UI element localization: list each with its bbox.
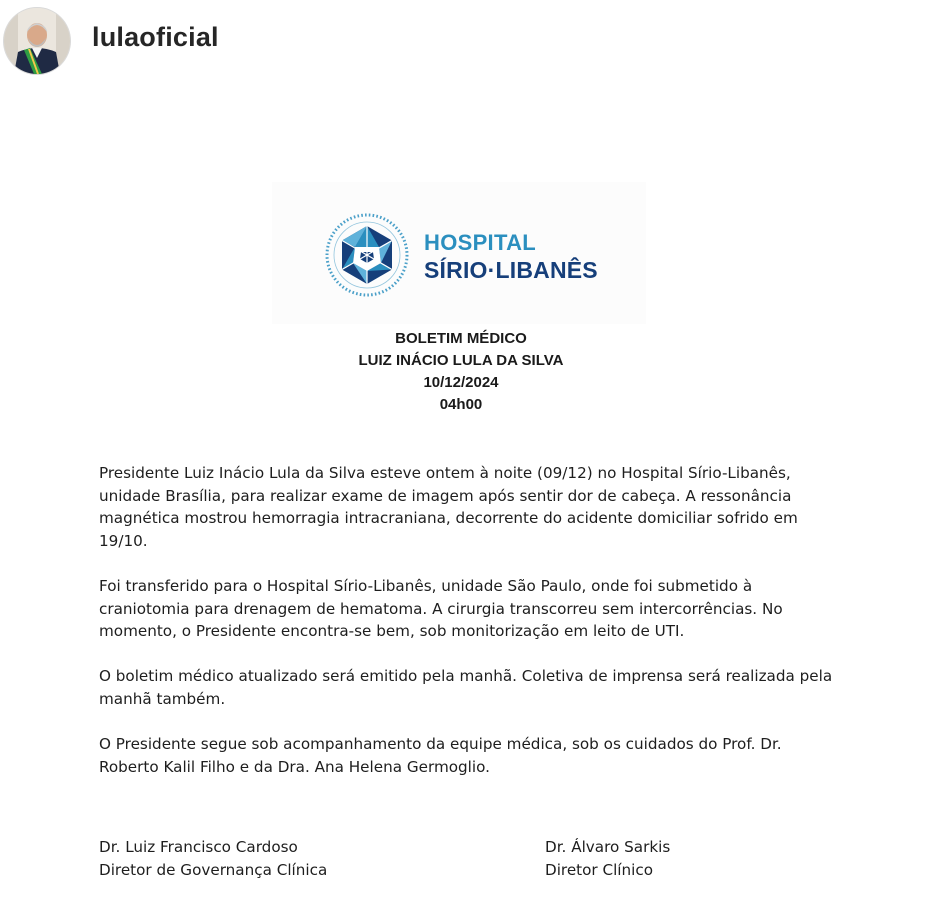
signature-role: Diretor Clínico xyxy=(545,861,654,879)
username[interactable]: lulaoficial xyxy=(92,22,219,52)
patient-name: LUIZ INÁCIO LULA DA SILVA xyxy=(358,352,564,369)
logo-text-sirio-libanes: SÍRIO·LIBANÊS xyxy=(424,257,598,283)
paragraph: O Presidente segue sob acompanhamento da equipe médica, sob os cuidados do Prof. Dr. Roberto Kalil Filho e da Dra. Ana Helena Germoglio. xyxy=(99,735,782,776)
paragraph: O boletim médico atualizado será emitido pela manhã. Coletiva de imprensa será realizada pela manhã também. xyxy=(99,667,833,708)
bulletin-title: BOLETIM MÉDICO xyxy=(395,330,527,347)
bulletin-body xyxy=(99,462,839,801)
signature-name: Dr. Álvaro Sarkis xyxy=(545,838,671,856)
logo-text-hospital: HOSPITAL xyxy=(424,230,536,255)
signature-right xyxy=(545,836,670,882)
bulletin-heading xyxy=(0,328,922,416)
paragraph: Foi transferido para o Hospital Sírio-Libanês, unidade São Paulo, onde foi submetido à craniotomia para drenagem de hematoma. A cirurgia transcorreu sem intercorrências. No momento, o Presidente encontra-se bem, sob monitorização em leito de UTI. xyxy=(99,576,783,641)
avatar-image xyxy=(4,8,70,74)
avatar[interactable] xyxy=(4,8,70,74)
bulletin-date: 10/12/2024 xyxy=(423,374,499,391)
signature-name: Dr. Luiz Francisco Cardoso xyxy=(99,838,298,856)
paragraph: Presidente Luiz Inácio Lula da Silva esteve ontem à noite (09/12) no Hospital Sírio-Libanês, unidade Brasília, para realizar exame de imagem após sentir dor de cabeça. A ressonância magnética mostrou hemorragia intracraniana, decorrente do acidente domiciliar sofrido em 19/10. xyxy=(99,464,798,550)
post-header xyxy=(0,0,932,84)
bulletin-time: 04h00 xyxy=(439,396,483,413)
signature-role: Diretor de Governança Clínica xyxy=(99,861,328,879)
hospital-emblem-icon xyxy=(324,212,410,298)
hospital-logo xyxy=(272,182,646,324)
signature-left xyxy=(99,836,327,882)
